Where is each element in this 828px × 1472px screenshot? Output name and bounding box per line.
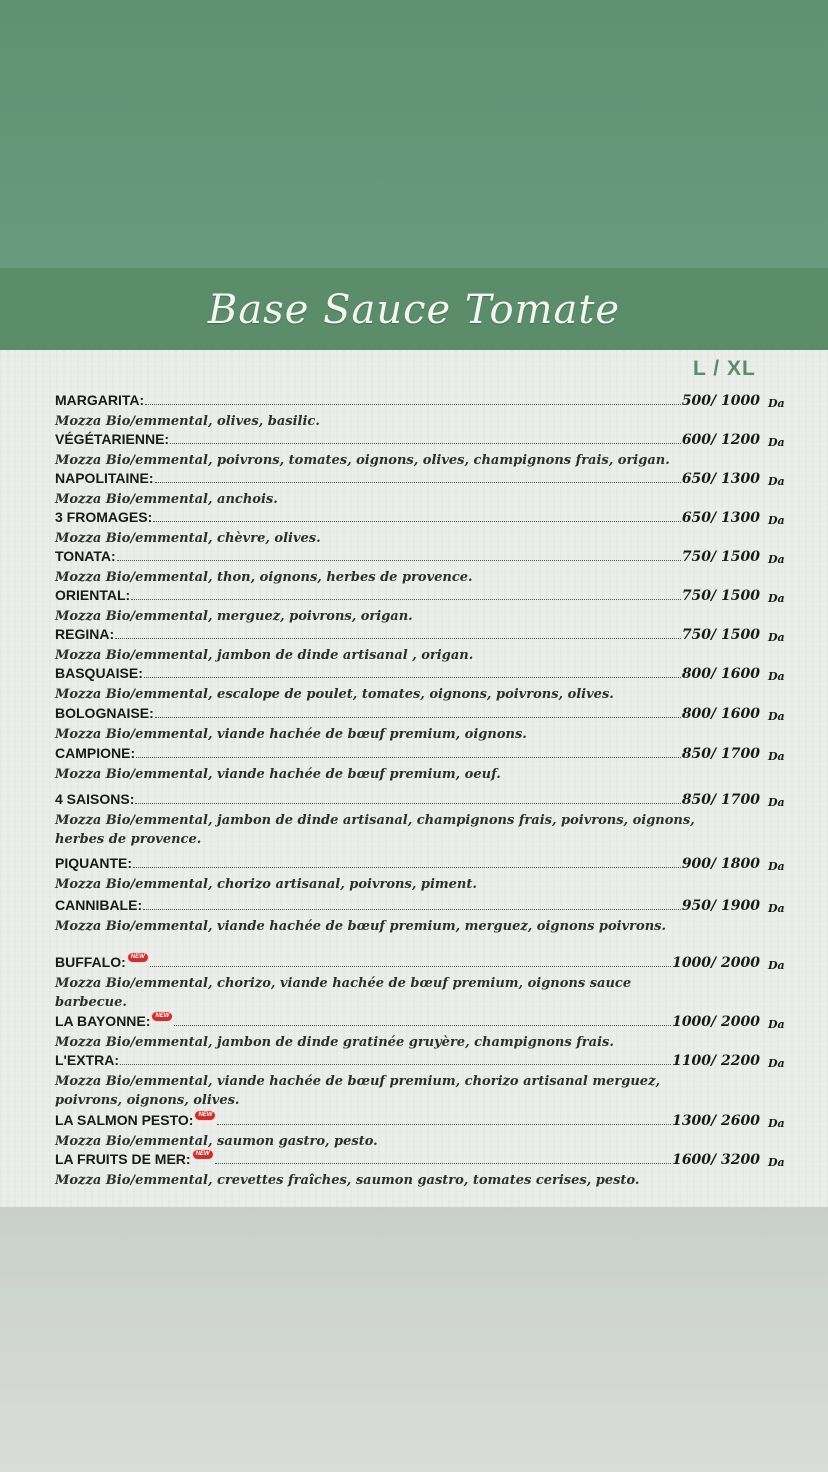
size-header: L / XL xyxy=(693,357,756,380)
new-badge: NEW xyxy=(194,1110,216,1121)
item-name-text: L'EXTRA: xyxy=(55,1052,119,1068)
currency-label: Da xyxy=(768,592,785,605)
item-name-text: CAMPIONE: xyxy=(55,745,136,761)
item-name xyxy=(55,954,149,970)
menu-item-row xyxy=(55,470,790,490)
item-name xyxy=(55,665,143,681)
item-price: 1600/ 3200 xyxy=(672,1152,760,1168)
item-name xyxy=(55,855,132,871)
menu-item xyxy=(55,897,790,936)
item-price: 800/ 1600 xyxy=(681,706,760,722)
item-name xyxy=(55,1013,173,1029)
currency-label: Da xyxy=(768,1057,785,1070)
menu-item-row xyxy=(55,1151,790,1171)
dot-leader xyxy=(120,1064,671,1065)
dot-leader xyxy=(135,803,680,804)
currency-label: Da xyxy=(768,670,785,683)
item-price: 900/ 1800 xyxy=(681,856,760,872)
item-name-text: LA BAYONNE: xyxy=(55,1013,151,1029)
item-name xyxy=(55,431,169,447)
item-name xyxy=(55,1052,119,1068)
item-name xyxy=(55,897,142,913)
item-name-text: LA FRUITS DE MER: xyxy=(55,1151,191,1167)
item-name xyxy=(55,745,135,761)
item-name xyxy=(55,626,114,642)
menu-item xyxy=(55,791,790,849)
menu-item-row xyxy=(55,745,790,765)
menu-item xyxy=(55,954,790,1012)
item-name xyxy=(55,1151,214,1167)
item-price: 1000/ 2000 xyxy=(672,1014,760,1030)
menu-item xyxy=(55,548,790,587)
menu-item xyxy=(55,1112,790,1151)
item-price: 750/ 1500 xyxy=(681,627,760,643)
item-price: 850/ 1700 xyxy=(681,792,760,808)
currency-label: Da xyxy=(768,553,785,566)
dot-leader xyxy=(117,560,681,561)
menu-item xyxy=(55,626,790,665)
menu-item xyxy=(55,470,790,509)
item-price: 1300/ 2600 xyxy=(672,1113,760,1129)
item-description: Mozza Bio/emmental, thon, oignons, herbes de provence. xyxy=(55,570,473,585)
item-name xyxy=(55,1112,216,1128)
item-name-text: CANNIBALE: xyxy=(55,897,143,913)
item-description: Mozza Bio/emmental, crevettes fraîches, saumon gastro, tomates cerises, pesto. xyxy=(55,1173,640,1188)
title-banner xyxy=(0,268,828,350)
footer-background xyxy=(0,1207,828,1472)
item-name xyxy=(55,509,152,525)
menu-item-row xyxy=(55,431,790,451)
currency-label: Da xyxy=(768,475,785,488)
item-description: Mozza Bio/emmental, viande hachée de bœuf premium, merguez, oignons poivrons. xyxy=(55,919,666,934)
currency-label: Da xyxy=(768,710,785,723)
menu-item-row xyxy=(55,665,790,685)
item-name xyxy=(55,470,154,486)
item-name-text: BASQUAISE: xyxy=(55,665,143,681)
menu-item-row xyxy=(55,705,790,725)
item-description: Mozza Bio/emmental, jambon de dinde artisanal , origan. xyxy=(55,648,474,663)
menu-item xyxy=(55,587,790,626)
section-title: Base Sauce Tomate xyxy=(207,287,621,333)
item-price: 500/ 1000 xyxy=(681,393,760,409)
item-name xyxy=(55,392,144,408)
item-price: 1000/ 2000 xyxy=(672,955,760,971)
item-name xyxy=(55,548,116,564)
menu-item-row xyxy=(55,548,790,568)
currency-label: Da xyxy=(768,796,785,809)
currency-label: Da xyxy=(768,750,785,763)
item-name-text: REGINA: xyxy=(55,626,115,642)
item-price: 600/ 1200 xyxy=(681,432,760,448)
new-badge: NEW xyxy=(192,1149,214,1160)
item-description: Mozza Bio/emmental, viande hachée de bœuf premium, oignons. xyxy=(55,727,527,742)
menu-item xyxy=(55,1013,790,1052)
dot-leader xyxy=(131,599,681,600)
dot-leader xyxy=(215,1163,671,1164)
header-background xyxy=(0,0,828,268)
item-name-text: LA SALMON PESTO: xyxy=(55,1112,194,1128)
menu-item xyxy=(55,1052,790,1110)
item-name-text: PIQUANTE: xyxy=(55,855,132,871)
item-description: Mozza Bio/emmental, jambon de dinde artisanal, champignons frais, poivrons, oignons, herbes de provence. xyxy=(55,813,695,847)
dot-leader xyxy=(115,638,681,639)
currency-label: Da xyxy=(768,514,785,527)
item-name-text: BUFFALO: xyxy=(55,954,126,970)
new-badge: NEW xyxy=(127,952,149,963)
menu-item-row xyxy=(55,1052,790,1072)
currency-label: Da xyxy=(768,959,785,972)
item-name-text: 4 SAISONS: xyxy=(55,791,135,807)
menu-item xyxy=(55,705,790,744)
item-name-text: TONATA: xyxy=(55,548,116,564)
menu-item-row xyxy=(55,954,790,974)
menu-item-row xyxy=(55,587,790,607)
item-description: Mozza Bio/emmental, escalope de poulet, tomates, oignons, poivrons, olives. xyxy=(55,687,614,702)
currency-label: Da xyxy=(768,1117,785,1130)
currency-label: Da xyxy=(768,902,785,915)
menu-item xyxy=(55,855,790,894)
item-name xyxy=(55,791,134,807)
currency-label: Da xyxy=(768,631,785,644)
item-description: Mozza Bio/emmental, jambon de dinde gratinée gruyère, champignons frais. xyxy=(55,1035,614,1050)
menu-item xyxy=(55,392,790,431)
menu-item-row xyxy=(55,626,790,646)
currency-label: Da xyxy=(768,436,785,449)
item-name xyxy=(55,587,130,603)
currency-label: Da xyxy=(768,1018,785,1031)
dot-leader xyxy=(174,1025,671,1026)
item-price: 650/ 1300 xyxy=(681,471,760,487)
item-name-text: NAPOLITAINE: xyxy=(55,470,154,486)
menu-item xyxy=(55,431,790,470)
item-price: 850/ 1700 xyxy=(681,746,760,762)
dot-leader xyxy=(136,757,681,758)
item-name-text: 3 FROMAGES: xyxy=(55,509,153,525)
item-description: Mozza Bio/emmental, saumon gastro, pesto. xyxy=(55,1134,378,1149)
item-name-text: MARGARITA: xyxy=(55,392,145,408)
menu-item xyxy=(55,1151,790,1190)
item-name-text: ORIENTAL: xyxy=(55,587,131,603)
menu-item-row xyxy=(55,855,790,875)
item-description: Mozza Bio/emmental, olives, basilic. xyxy=(55,414,320,429)
menu-item xyxy=(55,509,790,548)
item-description: Mozza Bio/emmental, poivrons, tomates, oignons, olives, champignons frais, origan. xyxy=(55,453,670,468)
item-price: 650/ 1300 xyxy=(681,510,760,526)
currency-label: Da xyxy=(768,1156,785,1169)
item-description: Mozza Bio/emmental, chorizo artisanal, poivrons, piment. xyxy=(55,877,477,892)
menu-item-row xyxy=(55,791,790,811)
currency-label: Da xyxy=(768,860,785,873)
item-description: Mozza Bio/emmental, anchois. xyxy=(55,492,278,507)
new-badge: NEW xyxy=(151,1011,173,1022)
item-price: 1100/ 2200 xyxy=(672,1053,760,1069)
item-description: Mozza Bio/emmental, merguez, poivrons, origan. xyxy=(55,609,413,624)
dot-leader xyxy=(133,867,681,868)
item-description: Mozza Bio/emmental, chorizo, viande hachée de bœuf premium, oignons sauce barbecue. xyxy=(55,976,632,1010)
currency-label: Da xyxy=(768,397,785,410)
item-price: 750/ 1500 xyxy=(681,549,760,565)
dot-leader xyxy=(144,677,681,678)
dot-leader xyxy=(217,1124,671,1125)
dot-leader xyxy=(145,404,681,405)
item-description: Mozza Bio/emmental, viande hachée de bœuf premium, chorizo artisanal merguez, poivrons, oignons, olives. xyxy=(55,1074,660,1108)
menu-item-row xyxy=(55,1013,790,1033)
menu-item-row xyxy=(55,392,790,412)
dot-leader xyxy=(155,717,681,718)
menu-item-row xyxy=(55,509,790,529)
item-description: Mozza Bio/emmental, chèvre, olives. xyxy=(55,531,321,546)
item-price: 750/ 1500 xyxy=(681,588,760,604)
item-description: Mozza Bio/emmental, viande hachée de bœuf premium, oeuf. xyxy=(55,767,501,782)
menu-item-row xyxy=(55,1112,790,1132)
dot-leader xyxy=(150,966,671,967)
dot-leader xyxy=(143,909,681,910)
item-name-text: BOLOGNAISE: xyxy=(55,705,154,721)
item-price: 950/ 1900 xyxy=(681,898,760,914)
item-name-text: VÉGÉTARIENNE: xyxy=(55,431,170,447)
menu-item-row xyxy=(55,897,790,917)
dot-leader xyxy=(155,482,681,483)
item-price: 800/ 1600 xyxy=(681,666,760,682)
dot-leader xyxy=(170,443,681,444)
menu-item xyxy=(55,745,790,784)
item-name xyxy=(55,705,154,721)
menu-item xyxy=(55,665,790,704)
dot-leader xyxy=(153,521,681,522)
